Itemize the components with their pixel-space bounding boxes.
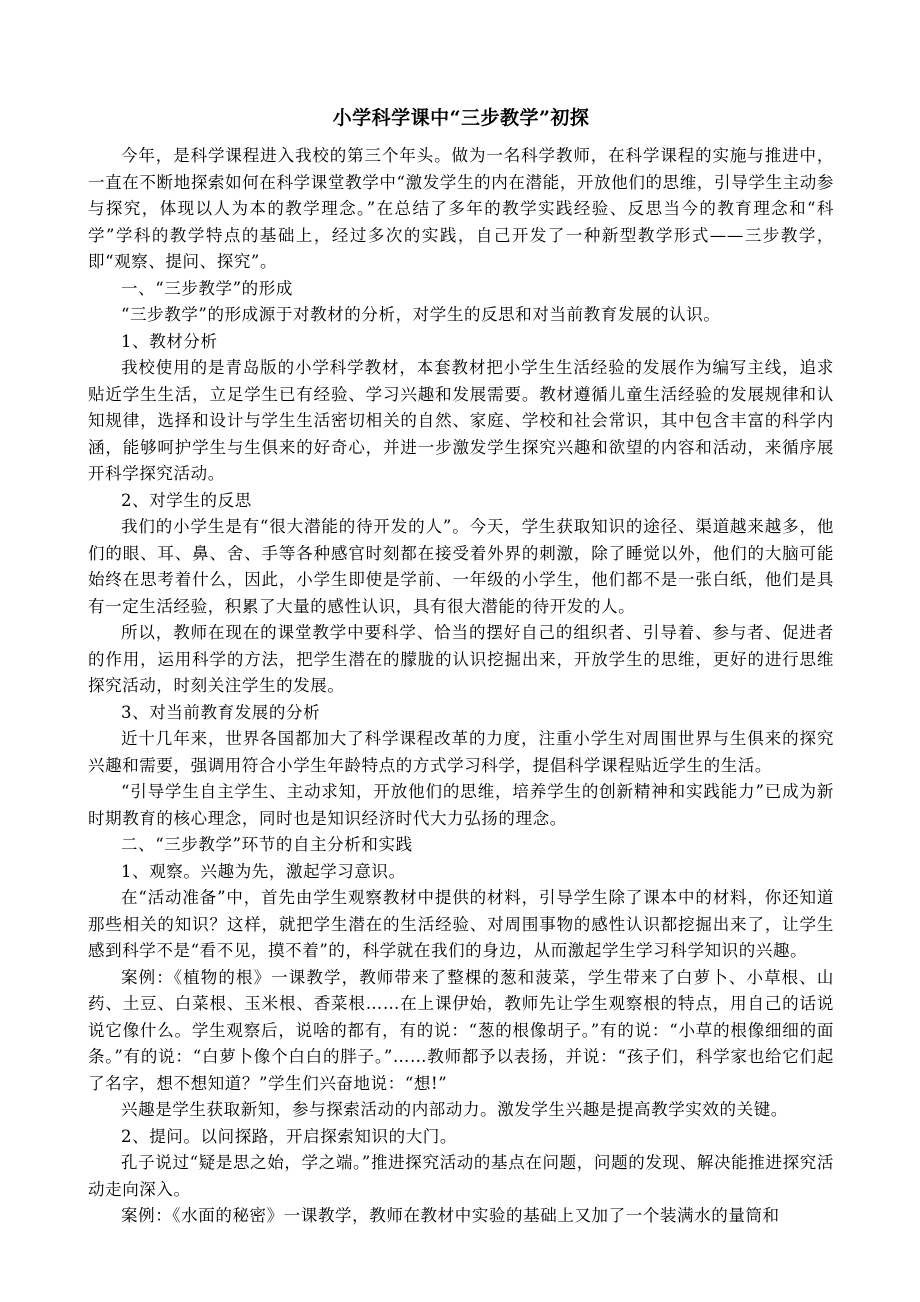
document-title: 小学科学课中“三步教学”初探: [332, 107, 590, 129]
paragraph: 我校使用的是青岛版的小学科学教材，本套教材把小学生生活经验的发展作为编写主线，追求贴近学生生活，立足学生已有经验、学习兴趣和发展需要。教材遵循儿童生活经验的发展规律和认知规律，选择和设计与学生生活密切相关的自然、家庭、学校和社会常识，其中包含丰富的科学内涵，能够呵护学生与生俱来的好奇心，并进一步激发学生探究兴趣和欲望的内容和活动，来循序展开科学探究活动。: [88, 358, 834, 483]
paragraph-case-water: 案例：《水面的秘密》一课教学，教师在教材中实验的基础上又加了一个装满水的量筒和: [121, 1206, 780, 1225]
paragraph: 近十几年来，世界各国都加大了科学课程改革的力度，注重小学生对周围世界与生俱来的探究兴趣和需要，强调用符合小学生年龄特点的方式学习科学，提倡科学课程贴近学生的生活。: [88, 729, 834, 775]
section-heading-2: 二、“三步教学”环节的自主分析和实践: [121, 835, 413, 854]
paragraph: 在“活动准备”中，首先由学生观察教材中提供的材料，引导学生除了课本中的材料，你还知道那些相关的知识？这样，就把学生潜在的生活经验、对周围事物的感性认识都挖掘出来了，让学生感到科学不是“看不见，摸不着”的，科学就在我们的身边，从而激起学生学习科学知识的兴趣。: [88, 888, 834, 960]
paragraph: 孔子说过“疑是思之始，学之端。”推进探究活动的基点在问题，问题的发现、解决能推进探究活动走向深入。: [88, 1153, 834, 1199]
paragraph-intro: 今年，是科学课程进入我校的第三个年头。做为一名科学教师，在科学课程的实施与推进中，一直在不断地探索如何在科学课堂教学中“激发学生的内在潜能，开放他们的思维，引导学生主动参与探究，体现以人为本的教学理念。”在总结了多年的教学实践经验、反思当今的教育理念和“科学”学科的教学特点的基础上，经过多次的实践，自己开发了一种新型教学形式——三步教学，即“观察、提问、探究”。: [88, 146, 834, 271]
subheading-student-reflection: 2、对学生的反思: [121, 490, 252, 510]
paragraph: “引导学生自主学生、主动求知，开放他们的思维，培养学生的创新精神和实践能力”已成为新时期教育的核心理念，同时也是知识经济时代大力弘扬的理念。: [88, 782, 834, 828]
paragraph: “三步教学”的形成源于对教材的分析，对学生的反思和对当前教育发展的认识。: [121, 305, 721, 324]
paragraph: 所以，教师在现在的课堂教学中要科学、恰当的摆好自己的组织者、引导着、参与者、促进者的作用，运用科学的方法，把学生潜在的朦胧的认识挖掘出来，开放学生的思维，更好的进行思维探究活动，时刻关注学生的发展。: [88, 623, 834, 695]
subheading-textbook-analysis: 1、教材分析: [121, 331, 218, 351]
subheading-questioning: 2、提问。以问探路，开启探索知识的大门。: [121, 1126, 457, 1146]
subheading-observation: 1、观察。兴趣为先，激起学习意识。: [121, 861, 406, 881]
paragraph: 我们的小学生是有“很大潜能的待开发的人”。今天，学生获取知识的途径、渠道越来越多，他们的眼、耳、鼻、舍、手等各种感官时刻都在接受着外界的刺激，除了睡觉以外，他们的大脑可能始终在思考着什么，因此，小学生即使是学前、一年级的小学生，他们都不是一张白纸，他们是具有一定生活经验，积累了大量的感性认识，具有很大潜能的待开发的人。: [88, 517, 834, 616]
paragraph: 兴趣是学生获取新知，参与探索活动的内部动力。激发学生兴趣是提高教学实效的关键。: [121, 1100, 788, 1119]
paragraph-case-roots: 案例：《植物的根》一课教学，教师带来了整棵的葱和菠菜，学生带来了白萝卜、小草根、山药、土豆、白菜根、玉米根、香菜根……在上课伊始，教师先让学生观察根的特点，用自己的话说说它像什么。学生观察后，说啥的都有，有的说：“葱的根像胡子。”有的说：“小草的根像细细的面条。”有的说：“白萝卜像个白白的胖子。”……教师都予以表扬，并说：“孩子们，科学家也给它们起了名字，想不想知道？”学生们兴奋地说：“想!”: [88, 967, 834, 1093]
subheading-education-analysis: 3、对当前教育发展的分析: [121, 702, 321, 722]
section-heading-1: 一、“三步教学”的形成: [121, 278, 293, 298]
